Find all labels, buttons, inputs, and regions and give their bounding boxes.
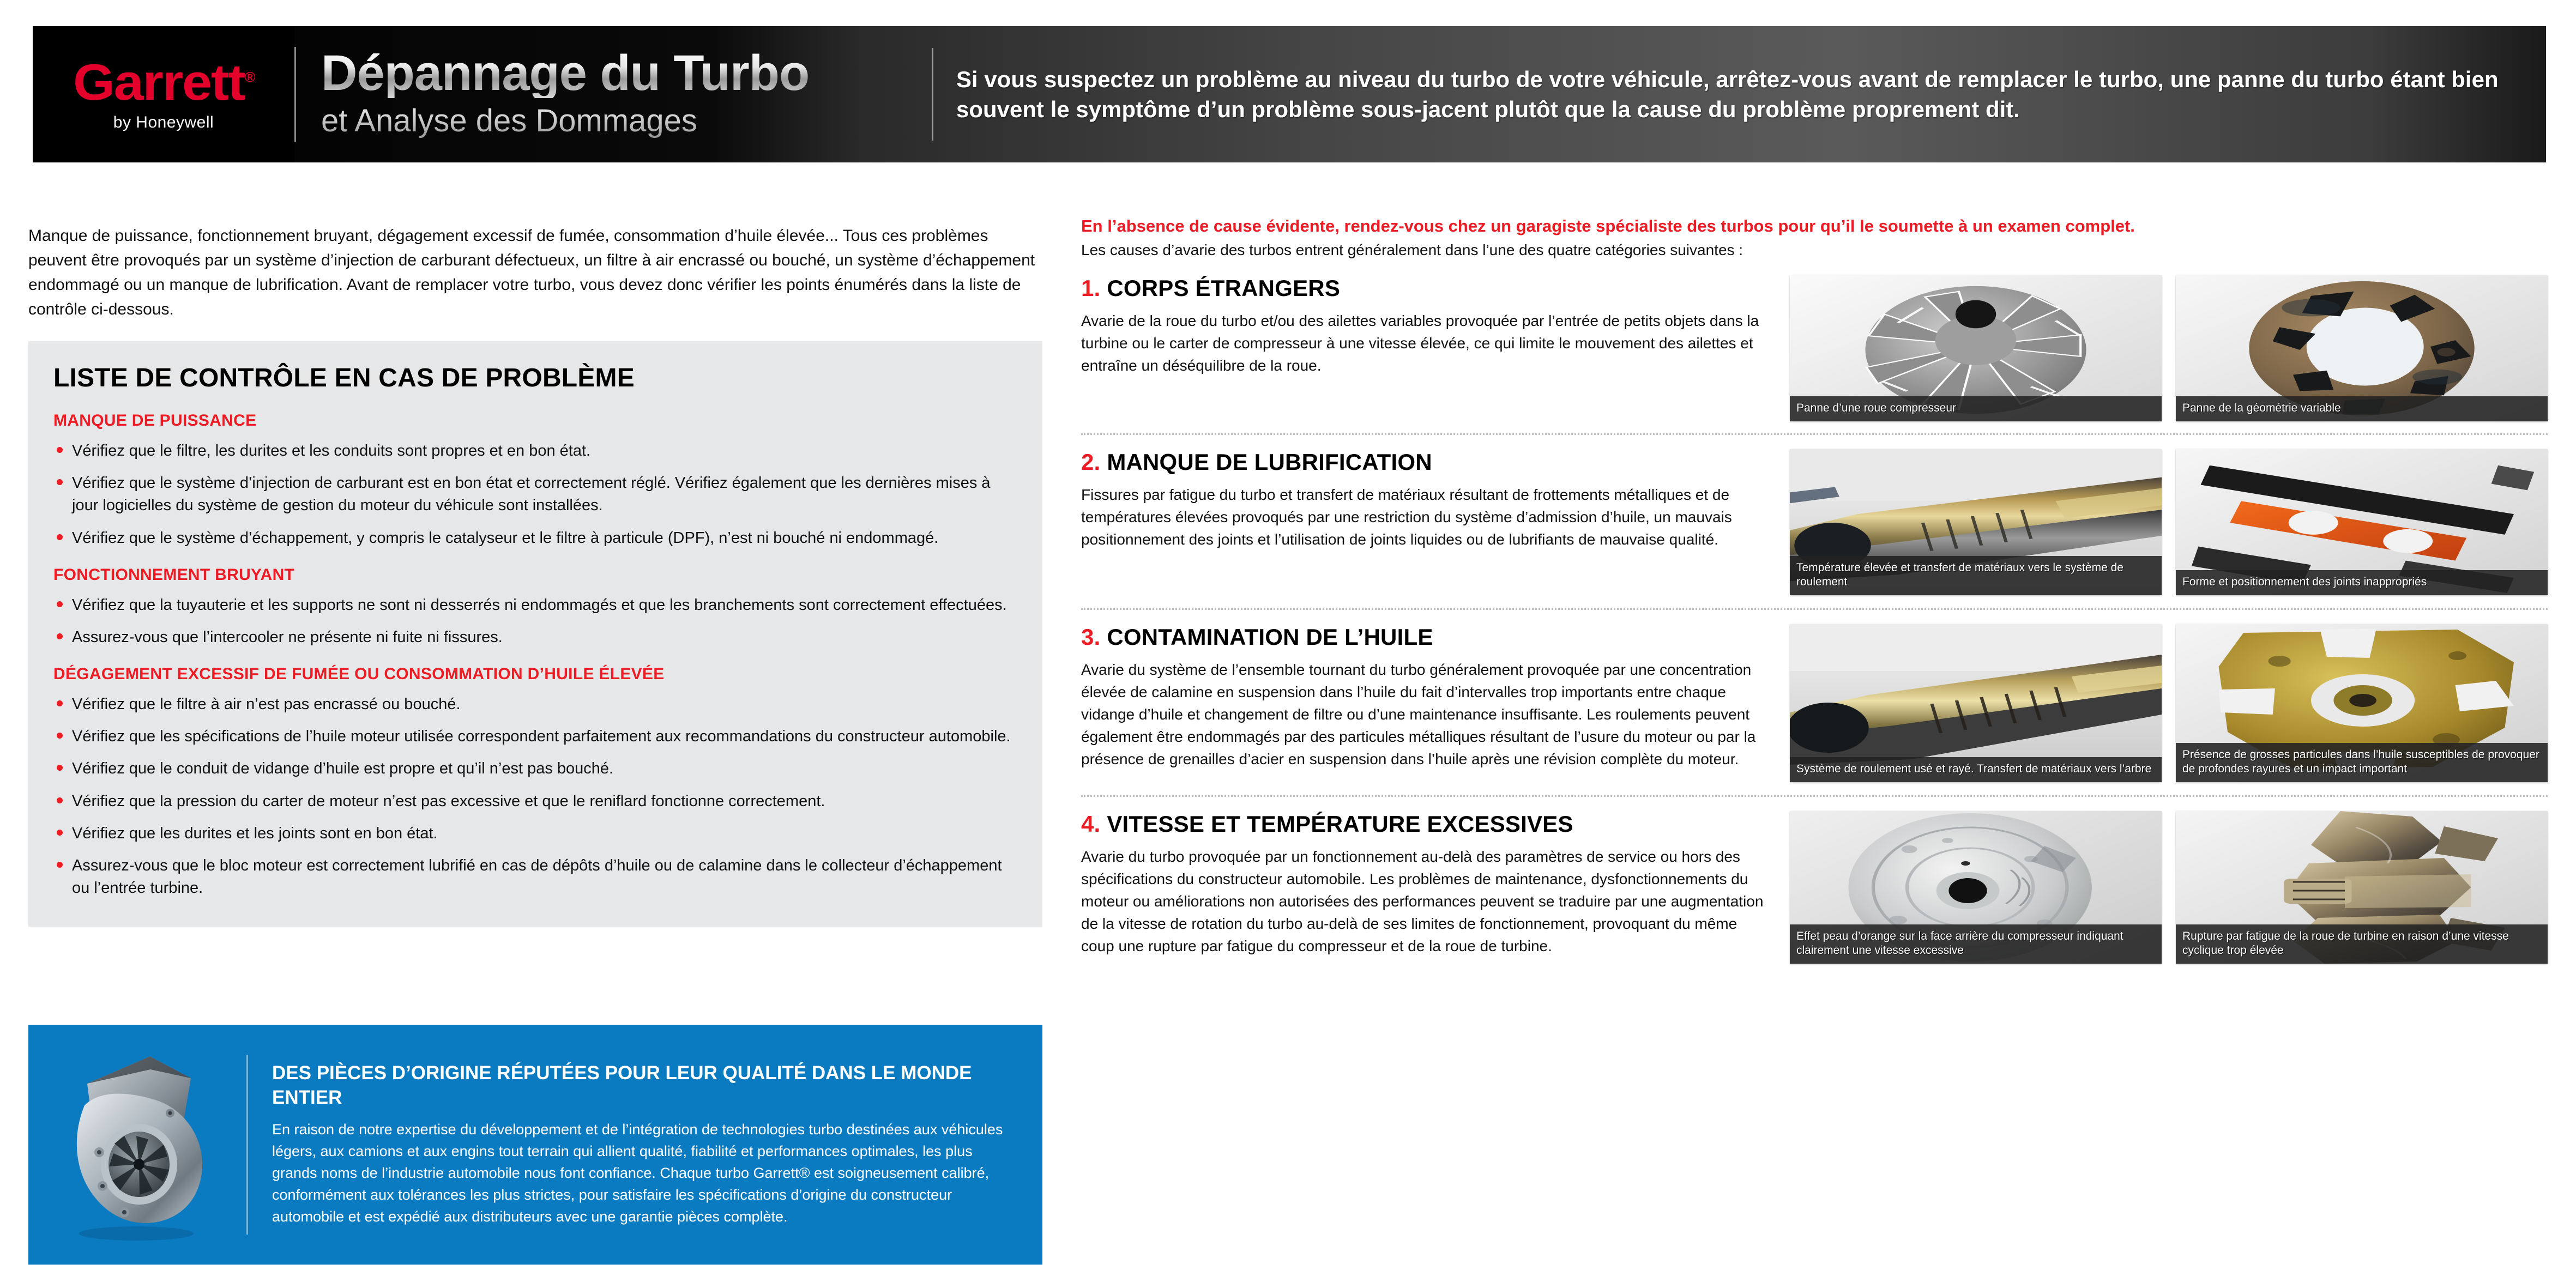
promo-text [248, 1061, 1042, 1227]
figure-worn-bearing-shaft [1790, 624, 2162, 782]
cause-heading [1081, 449, 1768, 475]
cause-heading [1081, 275, 1768, 301]
figure-caption: Présence de grosses particules dans l’huile susceptibles de provoquer de profondes rayures et un impact important [2176, 743, 2548, 782]
list-item: Assurez-vous que l’intercooler ne présente ni fuite ni fissures. [53, 626, 1017, 649]
promo-body: En raison de notre expertise du développement et de l’intégration de technologies turbo destinées aux véhicules légers, aux camions et aux engins tout terrain qui allient qualité, fiabilité et performances optimales, les plus grands noms de l’industrie automobile nous font confiance. Chaque turbo Garrett® est soigneusement calibré, conformément aux tolérances les plus strictes, pour satisfaire les spécifications d’origine du constructeur automobile et est expédié aux distributeurs avec une garantie pièces complète. [272, 1121, 1003, 1225]
figure-large-particles-damage [2176, 624, 2548, 782]
header-lead-text: Si vous suspectez un problème au niveau du turbo de votre véhicule, arrêtez-vous avant de remplacer le turbo, une panne du turbo étant bien souvent le symptôme d’un problème sous-jacent plutôt que la cause du problème proprement dit. [956, 66, 2499, 122]
cause-text [1081, 275, 1790, 421]
cause-section-4 [1081, 795, 2548, 964]
cause-figures [1790, 449, 2548, 595]
figure-caption: Forme et positionnement des joints inappropriés [2176, 570, 2548, 595]
checklist-group-title: MANQUE DE PUISSANCE [53, 412, 257, 430]
registered-icon: ® [244, 69, 255, 86]
list-item: Vérifiez que le conduit de vidange d’huile est propre et qu’il n’est pas bouché. [53, 758, 1017, 780]
header-banner [33, 26, 2546, 162]
figure-caption: Panne d’une roue compresseur [1790, 396, 2162, 421]
turbocharger-illustration [55, 1045, 218, 1242]
checklist-title: LISTE DE CONTRÔLE EN CAS DE PROBLÈME [53, 364, 635, 392]
figure-improper-gasket [2176, 449, 2548, 595]
poster-title [296, 26, 932, 162]
figure-caption: Température élevée et transfert de matériaux vers le système de roulement [1790, 556, 2162, 595]
list-item: Vérifiez que les spécifications de l’huile moteur utilisée correspondent parfaitement aux recommandations du constructeur automobile. [53, 725, 1017, 748]
cause-text [1081, 811, 1790, 964]
list-item: Vérifiez que la pression du carter de moteur n’est pas excessive et que le reniflard fonctionne correctement. [53, 790, 1017, 813]
list-item: Vérifiez que le filtre, les durites et les conduits sont propres et en bon état. [53, 440, 1017, 462]
cause-heading [1081, 811, 1768, 837]
cause-title: CONTAMINATION DE L’HUILE [1107, 624, 1433, 650]
cause-title: MANQUE DE LUBRIFICATION [1107, 449, 1432, 475]
checklist-panel [28, 341, 1042, 927]
cause-number: 3. [1081, 624, 1101, 650]
list-item: Vérifiez que la tuyauterie et les supports ne sont ni desserrés ni endommagés et que les branchements sont correctement effectuées. [53, 594, 1017, 616]
checklist-group [53, 566, 1017, 649]
cause-section-3 [1081, 608, 2548, 782]
checklist-group-title: DÉGAGEMENT EXCESSIF DE FUMÉE OU CONSOMMATION D’HUILE ÉLEVÉE [53, 665, 665, 684]
figure-caption: Rupture par fatigue de la roue de turbine en raison d’une vitesse cyclique trop élevée [2176, 924, 2548, 964]
list-item: Vérifiez que le filtre à air n’est pas encrassé ou bouché. [53, 693, 1017, 716]
brand-wordmark: Garrett® [73, 53, 255, 111]
header-lead-block [933, 26, 2546, 162]
cause-body: Avarie de la roue du turbo et/ou des ailettes variables provoquée par l’entrée de petits objets dans la turbine ou le carter de compresseur à une vitesse élevée, ce qui limite le mouvement des ailettes et entraîne un déséquilibre de la roue. [1081, 312, 1759, 374]
list-item: Vérifiez que le système d’injection de carburant est en bon état et correctement réglé. Vérifiez également que les dernières mises à jour logicielles du système de gestion du moteur du véhicule sont installées. [53, 472, 1017, 517]
title-line-1: Dépannage du Turbo [321, 48, 932, 98]
list-item: Vérifiez que le système d’échappement, y compris le catalyseur et le filtre à particule (DPF), n’est ni bouché ni endommagé. [53, 527, 1017, 549]
cause-number: 2. [1081, 449, 1101, 475]
cause-body: Fissures par fatigue du turbo et transfert de matériaux résultant de frottements métalliques et de températures élevées provoqués par une restriction du système d’admission d’huile, un mauvais positionnement des joints et l’utilisation de joints liquides ou de lubrifiants de mauvaise qualité. [1081, 486, 1732, 548]
figure-orange-peel-effect [1790, 811, 2162, 964]
brand-logo [33, 26, 294, 162]
checklist-items [53, 440, 1017, 549]
figure-caption: Panne de la géométrie variable [2176, 396, 2548, 421]
brand-subtitle: by Honeywell [113, 113, 214, 131]
cause-figures [1790, 624, 2548, 782]
cause-number: 1. [1081, 275, 1101, 301]
figure-caption: Effet peau d’orange sur la face arrière du compresseur indiquant clairement une vitesse excessive [1790, 924, 2162, 964]
figure-variable-geometry-failure [2176, 275, 2548, 421]
right-sub-text: Les causes d’avarie des turbos entrent généralement dans l’une des quatre catégories suivantes : [1081, 241, 1744, 259]
checklist-group [53, 412, 1017, 549]
right-lead-text: En l’absence de cause évidente, rendez-vous chez un garagiste spécialiste des turbos pour qu’il le soumette à un examen complet. [1081, 216, 2135, 235]
intro-paragraph: Manque de puissance, fonctionnement bruyant, dégagement excessif de fumée, consommation d’huile élevée... Tous ces problèmes peuvent être provoqués par un système d’injection de carburant défectueux, un filtre à air encrassé ou bouché, un système d’échappement endommagé ou un manque de lubrification. Avant de remplacer votre turbo, vous devez donc vérifier les points énumérés dans la liste de contrôle ci-dessous. [28, 227, 1035, 318]
figure-compressor-wheel-damage [1790, 275, 2162, 421]
figure-turbine-wheel-fatigue [2176, 811, 2548, 964]
cause-title: CORPS ÉTRANGERS [1107, 275, 1341, 301]
cause-section-2 [1081, 433, 2548, 595]
cause-title: VITESSE ET TEMPÉRATURE EXCESSIVES [1107, 811, 1573, 837]
promo-panel [28, 1025, 1042, 1265]
checklist-items [53, 594, 1017, 649]
turbo-product-photo [28, 1036, 246, 1254]
cause-text [1081, 449, 1790, 595]
figure-overheated-shaft [1790, 449, 2162, 595]
cause-figures [1790, 275, 2548, 421]
cause-text [1081, 624, 1790, 782]
checklist-group-title: FONCTIONNEMENT BRUYANT [53, 565, 295, 584]
list-item: Vérifiez que les durites et les joints sont en bon état. [53, 823, 1017, 845]
figure-caption: Système de roulement usé et rayé. Transfert de matériaux vers l’arbre [1790, 757, 2162, 782]
cause-section-1 [1081, 275, 2548, 421]
cause-body: Avarie du turbo provoquée par un fonctionnement au-delà des paramètres de service ou hors des spécifications du constructeur automobile. Les problèmes de maintenance, dysfonctionnements du moteur ou améliorations non autorisées des performances peuvent se traduire par une augmentation de la vitesse de rotation du turbo au-delà de ses limites de fonctionnement, provoquant du même coup une rupture par fatigue du compresseur et de la roue de turbine. [1081, 848, 1764, 954]
right-column [1081, 216, 2548, 966]
title-line-2: et Analyse des Dommages [321, 101, 932, 141]
promo-title: DES PIÈCES D’ORIGINE RÉPUTÉES POUR LEUR QUALITÉ DANS LE MONDE ENTIER [272, 1062, 972, 1109]
cause-body: Avarie du système de l’ensemble tournant du turbo généralement provoquée par une concentration élevée de calamine en suspension dans l’huile du fait d’intervalles trop importants entre chaque vidange d’huile et changement de filtre ou d’une maintenance insuffisante. Les roulements peuvent également être endommagés par des particules métalliques résultant de l’usure du moteur ou par la présence de grenailles d’acier en suspension dans l’huile après une révision complète du moteur. [1081, 661, 1756, 767]
cause-figures [1790, 811, 2548, 964]
cause-heading [1081, 624, 1768, 650]
checklist-items [53, 693, 1017, 899]
cause-number: 4. [1081, 811, 1101, 837]
checklist-group [53, 665, 1017, 899]
left-column [28, 223, 1042, 927]
list-item: Assurez-vous que le bloc moteur est correctement lubrifié en cas de dépôts d’huile ou de calamine dans le collecteur d’échappement ou l’entrée turbine. [53, 855, 1017, 899]
